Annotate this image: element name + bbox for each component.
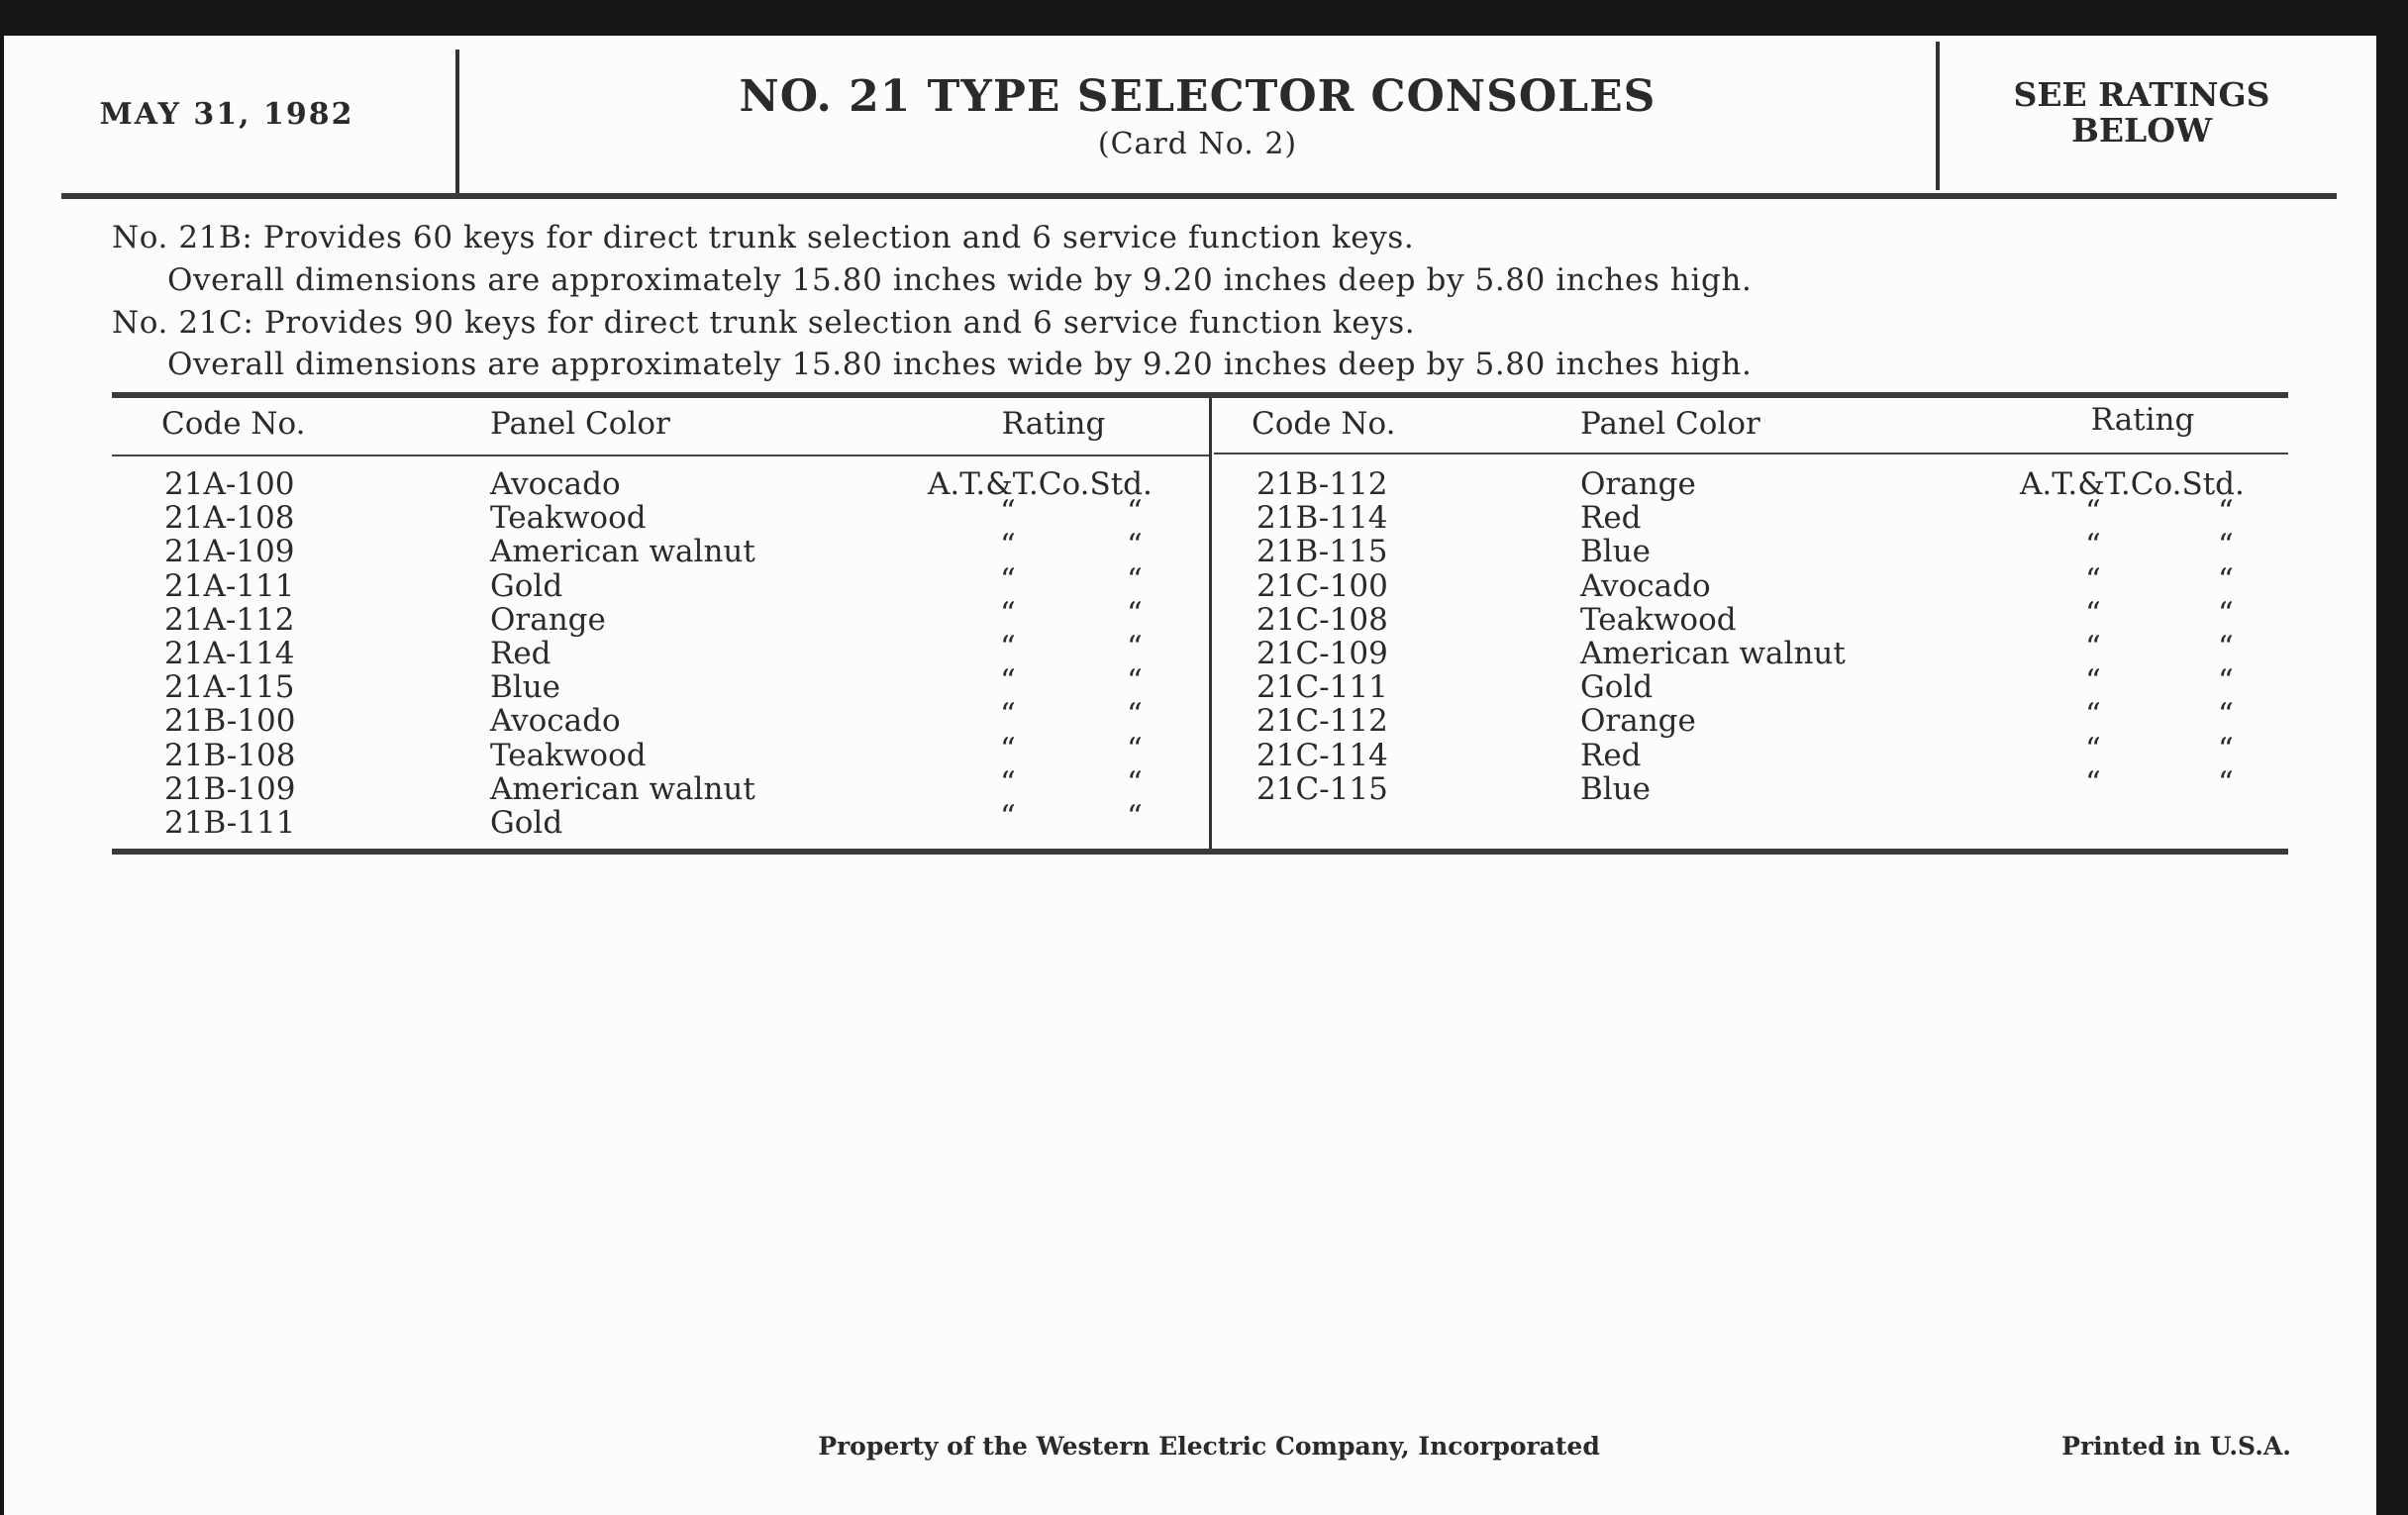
table-cell-panel-color: Blue xyxy=(490,669,561,706)
table-cell-code: 21A-109 xyxy=(164,534,295,570)
table-cell-panel-color: Blue xyxy=(1580,534,1652,570)
table-cell-rating-ditto: “ xyxy=(1000,595,1016,632)
table-cell-rating-ditto: “ xyxy=(1127,731,1143,767)
table-bottom-rule xyxy=(112,849,2288,855)
table-cell-code: 21B-114 xyxy=(1256,500,1388,537)
table-cell-rating-ditto: “ xyxy=(2218,764,2234,801)
table-cell-rating-ditto: “ xyxy=(1000,494,1016,531)
table-cell-code: 21C-109 xyxy=(1256,636,1388,671)
table-cell-rating-ditto: “ xyxy=(2085,561,2101,598)
table-cell-code: 21B-112 xyxy=(1256,466,1388,502)
table-cell-code: 21C-111 xyxy=(1256,669,1388,706)
table-cell-code: 21B-100 xyxy=(164,703,296,740)
header-rating-right: Rating xyxy=(2090,402,2195,438)
table-cell-rating-ditto: “ xyxy=(1127,799,1143,835)
description-21b-dimensions: Overall dimensions are approximately 15.80 inches wide by 9.20 inches deep by 5.80 inches high. xyxy=(167,262,1753,298)
table-cell-code: 21A-115 xyxy=(164,669,295,706)
table-cell-panel-color: Teakwood xyxy=(1580,601,1737,638)
table-cell-code: 21A-111 xyxy=(164,567,295,604)
description-21b: No. 21B: Provides 60 keys for direct trunk selection and 6 service function keys. xyxy=(112,220,1415,255)
table-cell-rating-ditto: “ xyxy=(1127,630,1143,665)
table-top-rule xyxy=(112,392,2288,398)
table-cell-rating-ditto: “ xyxy=(2218,561,2234,598)
table-cell-rating-ditto: “ xyxy=(2085,528,2101,564)
table-column-divider xyxy=(1209,398,1212,852)
table-cell-rating-ditto: “ xyxy=(1127,764,1143,801)
table-cell-rating-ditto: “ xyxy=(2218,595,2234,632)
table-cell-panel-color: Red xyxy=(490,636,552,671)
table-cell-panel-color: Avocado xyxy=(490,703,621,740)
table-cell-panel-color: Teakwood xyxy=(490,737,647,773)
issue-date: MAY 31, 1982 xyxy=(99,97,354,132)
table-cell-rating-ditto: “ xyxy=(2085,494,2101,531)
ratings-note-line1: SEE RATINGS xyxy=(2013,75,2270,114)
header-code-right: Code No. xyxy=(1252,406,1396,442)
table-cell-rating-ditto: “ xyxy=(2085,630,2101,665)
table-header-rule-left xyxy=(112,454,1210,456)
table-cell-code: 21C-114 xyxy=(1256,737,1388,773)
table-cell-rating-ditto: “ xyxy=(2218,528,2234,564)
table-cell-rating-ditto: “ xyxy=(1000,764,1016,801)
table-cell-code: 21B-108 xyxy=(164,737,296,773)
footer-property: Property of the Western Electric Company, Incorporated xyxy=(818,1432,1600,1461)
table-cell-rating-ditto: “ xyxy=(1127,697,1143,734)
ratings-note-line2: BELOW xyxy=(2070,111,2213,150)
table-cell-panel-color: Orange xyxy=(490,601,606,638)
table-cell-code: 21B-111 xyxy=(164,805,296,841)
table-cell-code: 21B-109 xyxy=(164,770,296,807)
table-cell-rating-ditto: “ xyxy=(2085,595,2101,632)
table-cell-rating-ditto: “ xyxy=(2218,630,2234,665)
table-cell-rating-ditto: “ xyxy=(1000,663,1016,700)
page-subtitle: (Card No. 2) xyxy=(1097,127,1298,161)
table-cell-panel-color: Gold xyxy=(490,805,563,841)
table-cell-panel-color: Avocado xyxy=(490,466,621,502)
table-cell-rating-ditto: “ xyxy=(2218,731,2234,767)
table-cell-code: 21C-108 xyxy=(1256,601,1388,638)
table-cell-code: 21C-112 xyxy=(1256,703,1388,740)
table-cell-panel-color: Blue xyxy=(1580,770,1652,807)
table-cell-rating-ditto: “ xyxy=(2085,764,2101,801)
table-cell-code: 21A-100 xyxy=(164,466,295,502)
description-21c-dimensions: Overall dimensions are approximately 15.80 inches wide by 9.20 inches deep by 5.80 inches high. xyxy=(167,347,1753,382)
table-cell-rating-ditto: “ xyxy=(2218,494,2234,531)
table-cell-panel-color: Orange xyxy=(1580,466,1696,502)
table-cell-rating-ditto: “ xyxy=(2218,663,2234,700)
footer-printed: Printed in U.S.A. xyxy=(2061,1432,2291,1461)
table-cell-rating-ditto: “ xyxy=(1000,630,1016,665)
table-cell-rating-ditto: “ xyxy=(2085,663,2101,700)
table-cell-rating-ditto: “ xyxy=(1127,494,1143,531)
header-code-left: Code No. xyxy=(161,406,306,442)
table-cell-rating: A.T.&T.Co.Std. xyxy=(2020,466,2245,502)
table-header-rule-right xyxy=(1214,453,2288,454)
table-cell-panel-color: Gold xyxy=(1580,669,1654,706)
table-cell-rating-ditto: “ xyxy=(2085,697,2101,734)
table-cell-rating-ditto: “ xyxy=(2218,697,2234,734)
table-cell-rating-ditto: “ xyxy=(1127,528,1143,564)
table-cell-panel-color: Avocado xyxy=(1580,567,1711,604)
table-cell-panel-color: Gold xyxy=(490,567,563,604)
table-cell-rating-ditto: “ xyxy=(1000,799,1016,835)
table-cell-code: 21C-100 xyxy=(1256,567,1388,604)
table-cell-panel-color: Red xyxy=(1580,500,1642,537)
table-cell-panel-color: American walnut xyxy=(490,770,755,807)
header-rule xyxy=(61,193,2337,199)
table-cell-rating-ditto: “ xyxy=(1000,561,1016,598)
table-cell-panel-color: American walnut xyxy=(1580,636,1846,671)
header-rating-left: Rating xyxy=(1001,406,1106,442)
table-cell-code: 21A-108 xyxy=(164,500,295,537)
table-cell-panel-color: American walnut xyxy=(490,534,755,570)
table-cell-rating-ditto: “ xyxy=(1127,595,1143,632)
table-cell-code: 21B-115 xyxy=(1256,534,1388,570)
table-cell-rating-ditto: “ xyxy=(1000,528,1016,564)
table-cell-rating-ditto: “ xyxy=(1127,663,1143,700)
table-cell-panel-color: Red xyxy=(1580,737,1642,773)
table-cell-code: 21A-112 xyxy=(164,601,295,638)
page-title: NO. 21 TYPE SELECTOR CONSOLES xyxy=(739,71,1656,122)
table-cell-rating: A.T.&T.Co.Std. xyxy=(928,466,1153,502)
table-cell-panel-color: Orange xyxy=(1580,703,1696,740)
table-cell-rating-ditto: “ xyxy=(1127,561,1143,598)
header-color-left: Panel Color xyxy=(490,406,670,442)
table-cell-panel-color: Teakwood xyxy=(490,500,647,537)
ratings-note xyxy=(1938,77,2346,149)
table-cell-code: 21A-114 xyxy=(164,636,295,671)
description-21c: No. 21C: Provides 90 keys for direct trunk selection and 6 service function keys. xyxy=(112,305,1416,341)
table-cell-code: 21C-115 xyxy=(1256,770,1388,807)
document-card xyxy=(4,36,2376,1515)
header-color-right: Panel Color xyxy=(1580,406,1760,442)
table-cell-rating-ditto: “ xyxy=(1000,731,1016,767)
table-cell-rating-ditto: “ xyxy=(1000,697,1016,734)
table-cell-rating-ditto: “ xyxy=(2085,731,2101,767)
